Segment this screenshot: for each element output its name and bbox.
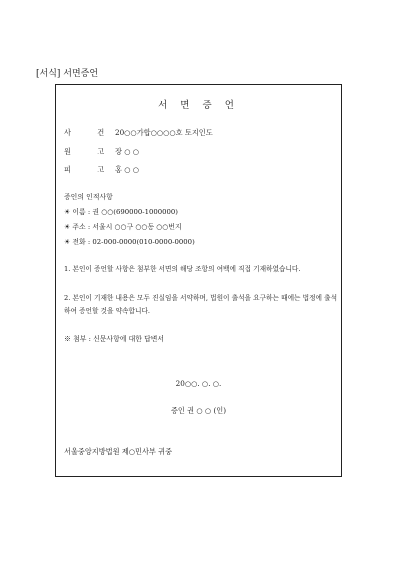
date: 20○○. ○. ○. [175, 379, 222, 388]
witness-phone: ☀ 전화 : 02-000-0000(010-0000-0000) [64, 238, 195, 246]
statement-2: 2. 본인이 기재한 내용은 모두 진실임을 서약하며, 법원이 출석을 요구하는 때에는 법정에 출석하여 증언할 것을 약속합니다. [64, 294, 338, 315]
witness-name: ☀ 이름 : 권 ○○(690000-1000000) [64, 208, 178, 216]
statement-1: 1. 본인이 증언할 사항은 첨부한 서면의 해당 조항의 여백에 직접 기재하였습니다. [64, 265, 301, 273]
court-addressee: 서울중앙지방법원 제○민사부 귀중 [64, 447, 173, 456]
testimony-form [55, 84, 342, 477]
witness-heading: 증인의 인적사항 [64, 193, 113, 201]
attachment-note: ※ 첨부 : 신문사항에 대한 답변서 [64, 335, 165, 343]
witness-address: ☀ 주소 : 서울시 ○○구 ○○동 ○○번지 [64, 223, 182, 231]
document-title: 서 면 증 언 [158, 100, 239, 111]
plaintiff-value: 장 ○ ○ [115, 147, 140, 156]
witness-signature: 증인 권 ○ ○ (인) [170, 406, 227, 415]
defendant-value: 홍 ○ ○ [115, 165, 140, 174]
form-label: [서식] 서면증언 [36, 69, 99, 79]
defendant-label: 피 고 [64, 165, 117, 174]
plaintiff-label: 원 고 [64, 147, 117, 156]
case-value: 20○○가합○○○○호 토지인도 [115, 128, 213, 137]
case-label: 사 건 [64, 128, 117, 137]
